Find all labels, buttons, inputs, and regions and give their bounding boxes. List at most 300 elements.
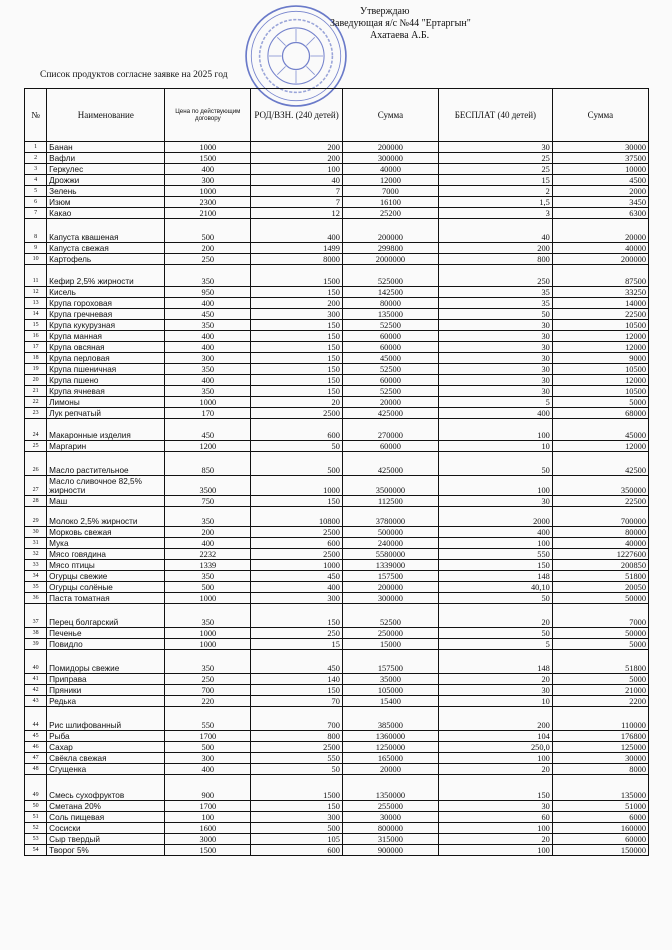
product-name: Повидло [47,639,165,650]
table-row [25,775,649,801]
free-sum-cell: 68000 [552,408,648,419]
paid-sum-cell: 15000 [342,639,438,650]
row-number: 32 [25,549,47,560]
row-number: 41 [25,674,47,685]
price-cell: 850 [165,452,251,476]
paid-sum-cell: 157500 [342,571,438,582]
free-qty-cell: 30 [438,685,552,696]
product-name: Рис шлифованный [47,707,165,731]
product-name: Морковь свежая [47,527,165,538]
free-qty-cell: 3 [438,208,552,219]
free-qty-cell: 10 [438,696,552,707]
paid-sum-cell: 15400 [342,696,438,707]
paid-sum-cell: 25200 [342,208,438,219]
paid-qty-cell: 10800 [251,507,343,527]
price-cell: 400 [165,538,251,549]
free-qty-cell: 30 [438,353,552,364]
price-cell: 350 [165,364,251,375]
table-row [25,527,649,538]
paid-qty-cell: 250 [251,628,343,639]
product-name: Перец болгарский [47,604,165,628]
row-number: 8 [25,219,47,243]
free-qty-cell: 148 [438,650,552,674]
free-sum-cell: 1227600 [552,549,648,560]
director-line: Заведующая я/с №44 "Ертаргын" [330,18,471,29]
row-number: 49 [25,775,47,801]
table-row [25,650,649,674]
paid-sum-cell: 5580000 [342,549,438,560]
free-sum-cell: 135000 [552,775,648,801]
table-row [25,375,649,386]
paid-sum-cell: 60000 [342,441,438,452]
paid-sum-cell: 7000 [342,186,438,197]
paid-sum-cell: 20000 [342,764,438,775]
table-row [25,265,649,287]
paid-qty-cell: 150 [251,685,343,696]
row-number: 1 [25,142,47,153]
paid-sum-cell: 425000 [342,452,438,476]
paid-sum-cell: 52500 [342,386,438,397]
table-row [25,331,649,342]
row-number: 21 [25,386,47,397]
free-qty-cell: 100 [438,823,552,834]
table-row [25,560,649,571]
table-row [25,753,649,764]
table-body [25,142,649,856]
row-number: 14 [25,309,47,320]
product-name: Мясо говядина [47,549,165,560]
product-name: Свёкла свежая [47,753,165,764]
table-row [25,628,649,639]
product-name: Помидоры свежие [47,650,165,674]
paid-qty-cell: 150 [251,353,343,364]
table-row [25,604,649,628]
free-qty-cell: 100 [438,753,552,764]
paid-sum-cell: 135000 [342,309,438,320]
paid-sum-cell: 52500 [342,604,438,628]
free-sum-cell: 4500 [552,175,648,186]
product-name: Мясо птицы [47,560,165,571]
row-number: 29 [25,507,47,527]
free-qty-cell: 100 [438,538,552,549]
free-qty-cell: 250,0 [438,742,552,753]
product-name: Паста томатная [47,593,165,604]
free-qty-cell: 50 [438,452,552,476]
row-number: 30 [25,527,47,538]
free-qty-cell: 250 [438,265,552,287]
free-sum-cell: 8000 [552,764,648,775]
price-cell: 220 [165,696,251,707]
paid-qty-cell: 450 [251,571,343,582]
paid-sum-cell: 300000 [342,153,438,164]
free-qty-cell: 5 [438,639,552,650]
product-name: Изюм [47,197,165,208]
paid-sum-cell: 900000 [342,845,438,856]
product-name: Вафли [47,153,165,164]
paid-qty-cell: 140 [251,674,343,685]
price-cell: 1000 [165,593,251,604]
free-qty-cell: 30 [438,375,552,386]
table-row [25,298,649,309]
col-header-price: Цена по действующим договору [165,89,251,142]
product-name: Мука [47,538,165,549]
table-row [25,320,649,331]
row-number: 31 [25,538,47,549]
table-row [25,254,649,265]
product-name: Молоко 2,5% жирности [47,507,165,527]
product-name: Маш [47,496,165,507]
paid-sum-cell: 30000 [342,812,438,823]
free-qty-cell: 2 [438,186,552,197]
price-cell: 1500 [165,845,251,856]
product-name: Крупа манная [47,331,165,342]
paid-qty-cell: 150 [251,375,343,386]
row-number: 24 [25,419,47,441]
free-sum-cell: 5000 [552,674,648,685]
paid-qty-cell: 40 [251,175,343,186]
paid-qty-cell: 600 [251,538,343,549]
paid-qty-cell: 200 [251,142,343,153]
price-cell: 2100 [165,208,251,219]
price-cell: 1200 [165,441,251,452]
price-cell: 400 [165,342,251,353]
paid-qty-cell: 150 [251,342,343,353]
paid-qty-cell: 550 [251,753,343,764]
paid-sum-cell: 80000 [342,298,438,309]
paid-qty-cell: 150 [251,320,343,331]
free-sum-cell: 7000 [552,604,648,628]
free-sum-cell: 42500 [552,452,648,476]
free-qty-cell: 30 [438,386,552,397]
free-qty-cell: 100 [438,419,552,441]
price-cell: 350 [165,320,251,331]
paid-sum-cell: 142500 [342,287,438,298]
paid-sum-cell: 200000 [342,219,438,243]
paid-qty-cell: 15 [251,639,343,650]
price-cell: 500 [165,219,251,243]
product-name: Крупа пшеничная [47,364,165,375]
table-row [25,476,649,496]
paid-qty-cell: 1000 [251,476,343,496]
free-qty-cell: 10 [438,441,552,452]
table-row [25,386,649,397]
row-number: 5 [25,186,47,197]
paid-qty-cell: 300 [251,593,343,604]
paid-sum-cell: 157500 [342,650,438,674]
product-name: Сметана 20% [47,801,165,812]
table-header-row [25,89,649,142]
row-number: 40 [25,650,47,674]
price-cell: 200 [165,243,251,254]
col-header-name: Наименование [47,89,165,142]
row-number: 12 [25,287,47,298]
product-name: Лимоны [47,397,165,408]
row-number: 15 [25,320,47,331]
paid-qty-cell: 1500 [251,265,343,287]
table-row [25,707,649,731]
row-number: 39 [25,639,47,650]
paid-sum-cell: 1250000 [342,742,438,753]
row-number: 28 [25,496,47,507]
free-sum-cell: 10500 [552,320,648,331]
row-number: 38 [25,628,47,639]
free-qty-cell: 200 [438,243,552,254]
row-number: 13 [25,298,47,309]
table-row [25,549,649,560]
free-sum-cell: 30000 [552,753,648,764]
free-qty-cell: 25 [438,164,552,175]
paid-qty-cell: 7 [251,186,343,197]
free-sum-cell: 20000 [552,219,648,243]
row-number: 46 [25,742,47,753]
table-row [25,441,649,452]
product-name: Крупа гороховая [47,298,165,309]
paid-sum-cell: 1360000 [342,731,438,742]
price-cell: 1000 [165,397,251,408]
free-sum-cell: 9000 [552,353,648,364]
col-header-free-qty: БЕСПЛАТ (40 детей) [438,89,552,142]
free-sum-cell: 12000 [552,441,648,452]
product-name: Сыр твердый [47,834,165,845]
free-qty-cell: 15 [438,175,552,186]
table-row [25,801,649,812]
free-sum-cell: 2200 [552,696,648,707]
paid-sum-cell: 105000 [342,685,438,696]
paid-qty-cell: 1000 [251,560,343,571]
col-header-paid-sum: Сумма [342,89,438,142]
paid-sum-cell: 525000 [342,265,438,287]
product-name: Огурцы свежие [47,571,165,582]
paid-qty-cell: 150 [251,331,343,342]
paid-qty-cell: 50 [251,764,343,775]
table-row [25,742,649,753]
paid-sum-cell: 500000 [342,527,438,538]
product-name: Крупа кукурузная [47,320,165,331]
free-sum-cell: 14000 [552,298,648,309]
paid-qty-cell: 150 [251,287,343,298]
free-qty-cell: 150 [438,560,552,571]
row-number: 33 [25,560,47,571]
paid-qty-cell: 12 [251,208,343,219]
row-number: 3 [25,164,47,175]
paid-sum-cell: 1339000 [342,560,438,571]
price-cell: 1000 [165,628,251,639]
paid-qty-cell: 400 [251,582,343,593]
paid-sum-cell: 45000 [342,353,438,364]
free-sum-cell: 50000 [552,628,648,639]
free-qty-cell: 25 [438,153,552,164]
paid-sum-cell: 112500 [342,496,438,507]
free-sum-cell: 51800 [552,650,648,674]
paid-sum-cell: 60000 [342,331,438,342]
paid-sum-cell: 1350000 [342,775,438,801]
row-number: 27 [25,476,47,496]
product-name: Крупа овсяная [47,342,165,353]
free-qty-cell: 1,5 [438,197,552,208]
paid-sum-cell: 52500 [342,364,438,375]
price-cell: 400 [165,764,251,775]
price-cell: 1000 [165,186,251,197]
paid-qty-cell: 2500 [251,408,343,419]
paid-sum-cell: 270000 [342,419,438,441]
row-number: 36 [25,593,47,604]
price-cell: 250 [165,674,251,685]
product-name: Крупа пшено [47,375,165,386]
paid-qty-cell: 8000 [251,254,343,265]
paid-sum-cell: 40000 [342,164,438,175]
product-name: Пряники [47,685,165,696]
free-qty-cell: 2000 [438,507,552,527]
price-cell: 300 [165,753,251,764]
price-cell: 1500 [165,153,251,164]
product-name: Лук репчатый [47,408,165,419]
row-number: 23 [25,408,47,419]
paid-qty-cell: 100 [251,164,343,175]
price-cell: 1700 [165,801,251,812]
paid-qty-cell: 20 [251,397,343,408]
row-number: 25 [25,441,47,452]
paid-sum-cell: 800000 [342,823,438,834]
approval-block [330,6,530,42]
free-sum-cell: 40000 [552,538,648,549]
table-row [25,764,649,775]
free-sum-cell: 21000 [552,685,648,696]
free-sum-cell: 37500 [552,153,648,164]
product-name: Творог 5% [47,845,165,856]
table-row [25,309,649,320]
free-qty-cell: 30 [438,331,552,342]
table-row [25,845,649,856]
table-row [25,834,649,845]
product-name: Рыба [47,731,165,742]
free-sum-cell: 200850 [552,560,648,571]
product-name: Капуста свежая [47,243,165,254]
paid-qty-cell: 2500 [251,549,343,560]
free-qty-cell: 550 [438,549,552,560]
table-row [25,197,649,208]
paid-sum-cell: 200000 [342,582,438,593]
table-row [25,243,649,254]
paid-qty-cell: 200 [251,298,343,309]
product-name: Масло сливочное 82,5% жирности [47,476,165,496]
free-qty-cell: 200 [438,707,552,731]
product-name: Соль пищевая [47,812,165,823]
row-number: 9 [25,243,47,254]
price-cell: 250 [165,254,251,265]
paid-qty-cell: 105 [251,834,343,845]
free-qty-cell: 50 [438,309,552,320]
products-table [24,88,649,856]
row-number: 51 [25,812,47,823]
paid-qty-cell: 1499 [251,243,343,254]
table-row [25,408,649,419]
row-number: 26 [25,452,47,476]
paid-qty-cell: 1500 [251,775,343,801]
free-qty-cell: 30 [438,364,552,375]
product-name: Печенье [47,628,165,639]
paid-qty-cell: 800 [251,731,343,742]
free-qty-cell: 20 [438,834,552,845]
approve-label: Утверждаю [360,6,410,17]
table-row [25,142,649,153]
price-cell: 100 [165,812,251,823]
document-title: Список продуктов согласне заявке на 2025 год [40,70,228,80]
col-header-number: № [25,89,47,142]
paid-qty-cell: 300 [251,812,343,823]
paid-qty-cell: 150 [251,496,343,507]
price-cell: 200 [165,527,251,538]
product-name: Сосиски [47,823,165,834]
paid-qty-cell: 600 [251,845,343,856]
table-row [25,186,649,197]
price-cell: 350 [165,650,251,674]
free-sum-cell: 6000 [552,812,648,823]
free-sum-cell: 33250 [552,287,648,298]
table-row [25,731,649,742]
paid-sum-cell: 250000 [342,628,438,639]
price-cell: 2300 [165,197,251,208]
paid-sum-cell: 20000 [342,397,438,408]
price-cell: 700 [165,685,251,696]
table-row [25,353,649,364]
free-sum-cell: 125000 [552,742,648,753]
table-row [25,364,649,375]
table-row [25,507,649,527]
product-name: Крупа ячневая [47,386,165,397]
price-cell: 350 [165,571,251,582]
row-number: 37 [25,604,47,628]
paid-sum-cell: 200000 [342,142,438,153]
product-name: Смесь сухофруктов [47,775,165,801]
row-number: 11 [25,265,47,287]
free-sum-cell: 2000 [552,186,648,197]
product-name: Кисель [47,287,165,298]
free-sum-cell: 20050 [552,582,648,593]
product-name: Дрожжи [47,175,165,186]
table-row [25,175,649,186]
paid-qty-cell: 400 [251,219,343,243]
free-sum-cell: 12000 [552,331,648,342]
table-row [25,219,649,243]
free-qty-cell: 800 [438,254,552,265]
price-cell: 400 [165,164,251,175]
free-sum-cell: 350000 [552,476,648,496]
paid-sum-cell: 60000 [342,375,438,386]
row-number: 22 [25,397,47,408]
free-sum-cell: 150000 [552,845,648,856]
product-name: Какао [47,208,165,219]
free-qty-cell: 20 [438,674,552,685]
paid-sum-cell: 425000 [342,408,438,419]
price-cell: 450 [165,309,251,320]
row-number: 10 [25,254,47,265]
free-sum-cell: 200000 [552,254,648,265]
table-row [25,496,649,507]
table-row [25,452,649,476]
free-sum-cell: 30000 [552,142,648,153]
paid-qty-cell: 600 [251,419,343,441]
product-name: Маргарин [47,441,165,452]
free-qty-cell: 50 [438,628,552,639]
paid-qty-cell: 700 [251,707,343,731]
paid-sum-cell: 255000 [342,801,438,812]
row-number: 34 [25,571,47,582]
paid-qty-cell: 200 [251,153,343,164]
row-number: 47 [25,753,47,764]
paid-qty-cell: 500 [251,452,343,476]
product-name: Приправа [47,674,165,685]
paid-sum-cell: 35000 [342,674,438,685]
